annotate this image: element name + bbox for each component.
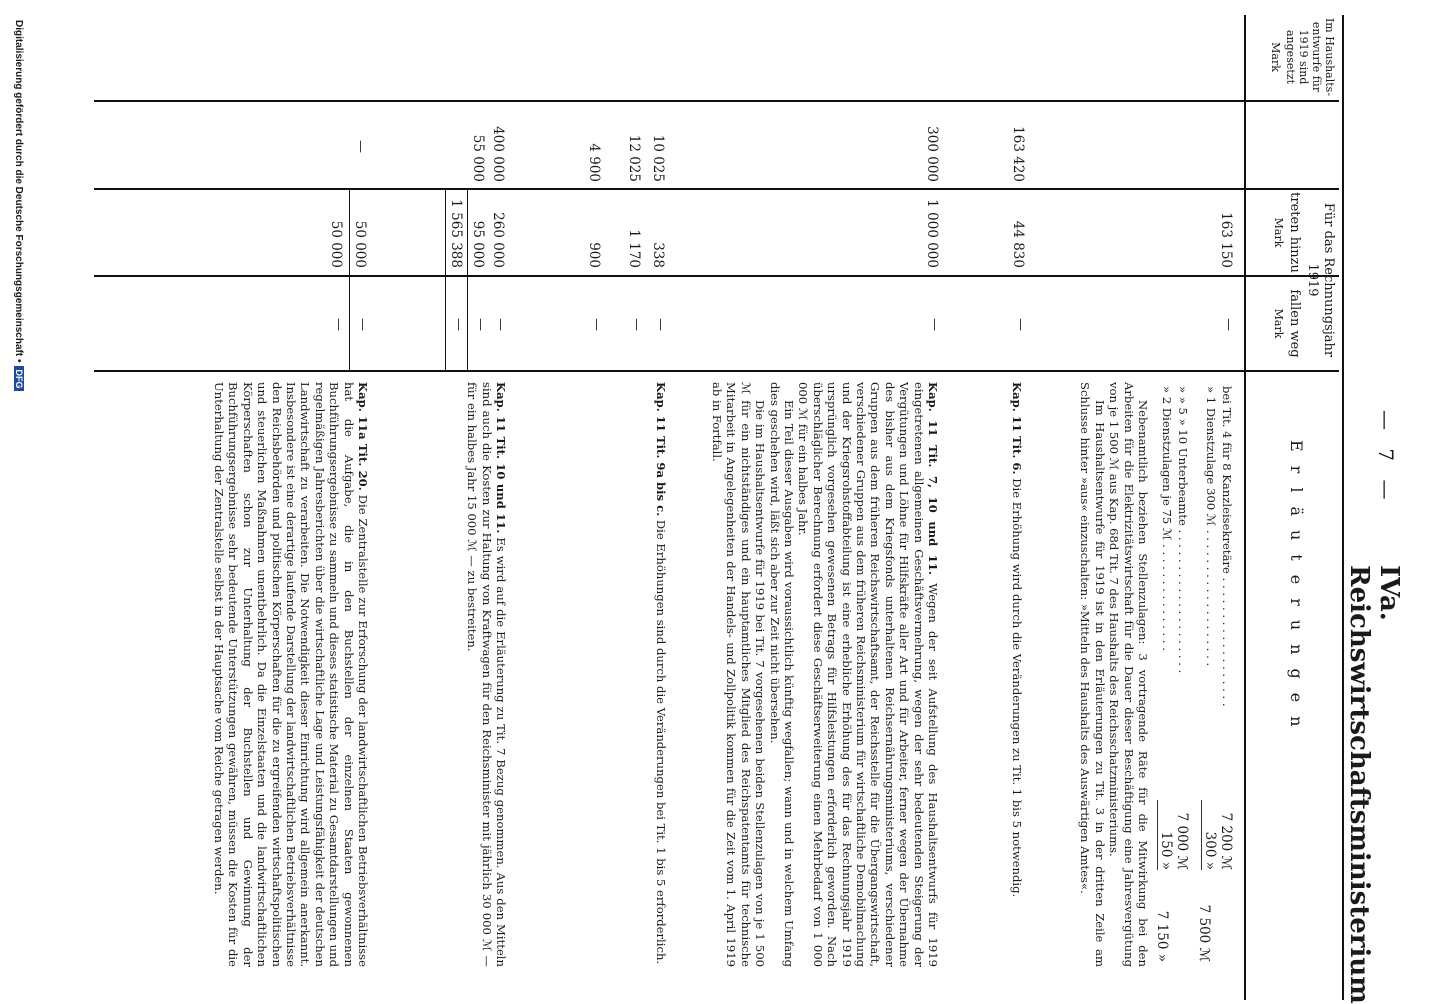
e5-r1-col3: —: [493, 318, 508, 331]
sum-rule: [1157, 800, 1158, 870]
e1-line1-value: 7 200 ℳ: [1218, 812, 1234, 870]
e3-notes: [710, 382, 941, 967]
e1-line2-sum: 7 500 ℳ: [1196, 904, 1212, 962]
e1-line3: » » 5 » 10 Unterbeamte . . . . . . . . . . . . . . . . . . . .: [1176, 386, 1190, 674]
page-title: IVa. Reichswirtschaftsministerium: [1344, 565, 1404, 1004]
e5-text: Es wird auf die Erläuterung zu Tit. 7 Bezug genommen. Aus den Mitteln sind auch die Kosten zur Haltung von Kraftwagen für den Reichsminister mit jährlich 30 000 ℳ — für ein halbes Jahr 15 000 ℳ — zu bestreiten.: [465, 382, 508, 967]
e1-note-2: Im Haushaltsentwurfe für 1919 ist in den Erläuterungen zu Tit. 3 in der dritten Zeile am Schlusse hinter »aus« einzuschalten: »Mitteln des Haushalts des Auswärtigen Amtes«.: [1078, 382, 1107, 967]
e5-r2-col3: —: [473, 318, 488, 331]
e6-kap: Kap. 11a Tit. 20.: [356, 382, 370, 491]
e3-text: Wegen der seit Aufstellung des Haushaltsentwurfs für 1919 eingetretenen allgemeinen Geschäftsvermehrung, wegen der sehr bedeutenden Steigerung der Vergütungen und Löhne für Hilfskräfte aller Art und für Arbeiter, ferner wegen der Übernahme des bisher aus dem Kriegsfonds unterhaltenen Reichsernährungsministeriums, verschiedener Gruppen aus dem früheren Reichswirtschaftsamt, der Reichsstelle für die Übergangswirtschaft, verschiedener Gruppen aus dem früheren Reichsministerium für wirtschaftliche Demobilmachung und der Kriegsrohstoffabteilung ist eine erhebliche Erhöhung des für das Rechnungsjahr 1919 ursprünglich vorgesehen gewesenen Betrags für Hilfsleistungen erforderlich geworden. Nach überschläglicher Berechnung erfordert diese Geschäftserweiterung einen Mehrbedarf von 1 000 000 ℳ für ein halbes Jahr.: [796, 382, 940, 968]
e4-r2-col1: 12 025: [626, 134, 642, 182]
e6-col1: —: [353, 140, 368, 153]
e2-col1: 163 420: [1010, 126, 1026, 182]
group-header: Für das Rechnungsjahr 1919: [1305, 202, 1336, 358]
e5-r2-col1: 55 000: [470, 134, 486, 182]
col1-header: Im Haushalts-entwurfe für 1919 sind angesetzt Mark: [1269, 17, 1336, 97]
e4-text: Die Erhöhungen sind durch die Veränderungen bei Tit. 1 bis 5 erforderlich.: [654, 519, 668, 965]
e6-col3: —: [355, 318, 370, 331]
table-top-rule: [1342, 15, 1344, 1000]
e3-kap: Kap. 11 Tit. 7, 10 und 11.: [926, 382, 940, 576]
e2-text: Die Erhöhung wird durch die Veränderungen zu Tit. 1 bis 5 notwendig.: [1010, 478, 1024, 898]
e5-note: [465, 382, 508, 967]
col-divider-1: [94, 100, 1339, 102]
e1-note-1: Nebenamtlich beziehen Stellenzulagen: 3 vortragende Räte für die Mitwirkung bei den Arbeiten für die Elektrizitätswirtschaft für die Dauer dieser Beschäftigung eine Jahresvergütung von je 1 500 ℳ aus Kap. 68d Tit. 7 des Haushalts des Reichsschatzministeriums.: [1107, 382, 1150, 967]
e5-total: 1 565 388: [448, 199, 464, 268]
dfg-logo: DFG: [14, 366, 24, 391]
col4-header: Erläuterungen: [1287, 440, 1306, 741]
e3-note-2: Ein Teil dieser Ausgaben wird voraussichtlich künftig wegfallen; wann und in welchem Umfang dies geschehen wird, läßt sich aber zur Zeit nicht übersehen.: [767, 382, 796, 967]
e4-r2-col2: 1 170: [626, 229, 642, 268]
e6-text: Die Zentralstelle zur Erforschung der landwirtschaftlichen Betriebsverhältnisse hat die Aufgabe, die in den Buchstellen der einzelnen Staaten gewonnenen Buchführungsergebnisse zu sammeln und dieses statistische Material zu Gesamtdarstellungen und regelmäßigen Jahresberichten über die wirtschaftliche Lage und Leistungsfähigkeit der deutschen Landwirtschaft zu verarbeiten. Die Notwendigkeit dieser Einrichtung wird allgemein anerkannt. Insbesondere ist eine derartige laufende Darstellung der landwirtschaftlichen Betriebsverhältnisse den Reichsbehörden und politischen Körperschaften für die zu ergreifenden wirtschaftspolitischen und steuerlichen Maßnahmen unentbehrlich. Da die Einzelstaaten und die landwirtschaftlichen Körperschaften schon zur Unterhaltung der Buchstellen und Gewinnung der Buchführungsergebnisse sehr bedeutende Unterstützungen gewähren, müssen die Kosten für die Unterhaltung der Zentralstelle selbst in der Hauptsache vom Reiche getragen werden.: [211, 382, 370, 967]
total-rule: [467, 188, 468, 370]
e3-col3: —: [927, 318, 942, 331]
col-divider-3: [94, 275, 1339, 277]
sum-rule: [1201, 800, 1202, 870]
e1-line3-value: 7 000 ℳ: [1174, 812, 1190, 870]
total-rule: [445, 188, 446, 370]
table-header-rule: [1244, 15, 1246, 1000]
e4-r3-col1: 4 900: [586, 143, 602, 182]
e1-line4-value: 150 »: [1158, 831, 1174, 870]
e3-col1: 300 000: [924, 126, 940, 182]
e1-line1: bei Tit. 4 für 8 Kanzleisekretäre . . . . . . . . . . . . . . . . . .: [1220, 386, 1234, 707]
page-header: [1344, 0, 1406, 1004]
e3-note-3: Die im Haushaltsentwurfe für 1919 bei Tit. 7 vorgesehenen beiden Stellenzulagen von je 1 500 ℳ für ein nichtständiges und ein hauptamtliches Mitglied des Reichspatentamts für technische Mitarbeit in Angelegenheiten der Handels- und Zollpolitik kommen für die Zeit vom 1. April 1919 ab in Fortfall.: [709, 382, 768, 967]
e4-r1-col3: —: [653, 318, 668, 331]
e4-note: [654, 382, 668, 967]
e1-col3: —: [1221, 318, 1236, 331]
col-divider-2: [94, 188, 1339, 190]
e4-r3-col2: 900: [586, 242, 602, 268]
e4-r2-col3: —: [629, 318, 644, 331]
e4-r1-col2: 338: [650, 242, 666, 268]
e4-r1-col1: 10 025: [650, 134, 666, 182]
e1-line2-value: 300 »: [1202, 831, 1218, 870]
e3-col2: 1 000 000: [924, 199, 940, 268]
e1-line4-sum: 7 150 »: [1154, 910, 1170, 962]
e4-r3-col3: —: [589, 318, 604, 331]
e2-col3: —: [1013, 318, 1028, 331]
e5-r2-col2: 95 000: [470, 220, 486, 268]
e5-total-col3: —: [451, 318, 466, 331]
e1-line4: » 2 Dienstzulagen je 75 ℳ . . . . . . . . . . . . . . .: [1160, 386, 1174, 651]
e1-line2: » 1 Dienstzulage 300 ℳ . . . . . . . . . . . . . . . . . . .: [1204, 386, 1218, 667]
e2-kap: Kap. 11 Tit. 6.: [1010, 382, 1024, 475]
e6-col2-sum: 50 000: [328, 220, 344, 268]
e6-col3-sum: —: [331, 318, 346, 331]
e2-note: [1010, 382, 1024, 967]
col-divider-4: [94, 370, 1339, 372]
e1-col2: 163 150: [1218, 212, 1234, 268]
col2-header: treten hinzu Mark: [1272, 192, 1302, 273]
e5-kap: Kap. 11 Tit. 10 und 11.: [494, 382, 508, 534]
e2-col2: 44 830: [1010, 220, 1026, 268]
e5-r1-col1: 400 000: [490, 126, 506, 182]
e6-col2: 50 000: [352, 220, 368, 268]
col3-header: fallen weg Mark: [1272, 289, 1302, 358]
e4-kap: Kap. 11 Tit. 9a bis c.: [654, 382, 668, 517]
e1-notes: [1078, 382, 1150, 967]
subtotal-rule: [349, 188, 350, 370]
e6-note: [212, 382, 370, 967]
page-number: — 7 —: [1374, 410, 1398, 506]
e5-r1-col2: 260 000: [490, 212, 506, 268]
digitization-credit: Digitalisierung gefördert durch die Deutsche Forschungsgemeinschaft •DFG: [13, 20, 24, 391]
